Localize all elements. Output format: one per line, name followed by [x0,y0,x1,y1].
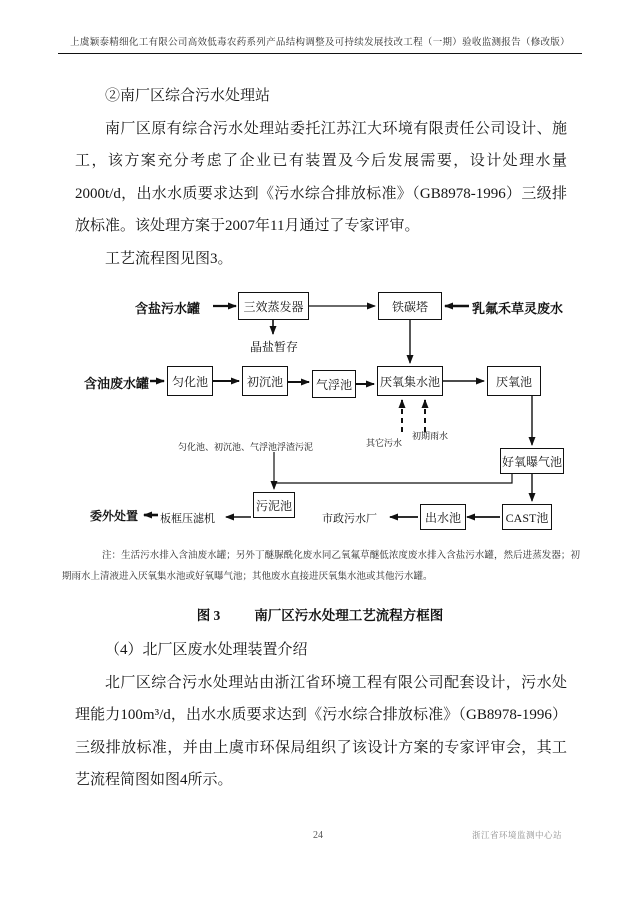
node-equalization-pool: 匀化池 [167,366,213,396]
label-other-sewage: 其它污水 [366,438,403,448]
node-evaporator: 三效蒸发器 [238,292,309,320]
node-anaerobic-pool: 厌氧池 [487,366,541,396]
page-header: 上虞颖泰精细化工有限公司高效低毒农药系列产品结构调整及可持续发展技改工程（一期）验收监测报告（修改版） [58,34,582,54]
section-north-plant [75,634,567,797]
figure-title: 南厂区污水处理工艺流程方框图 [254,608,444,623]
label-salt-water-tank: 含盐污水罐 [135,301,201,316]
label-initial-rainwater: 初期雨水 [412,431,449,441]
footer-organization: 浙江省环境监测中心站 [471,830,562,840]
node-anaerobic-collecting-pool: 厌氧集水池 [377,366,443,396]
node-sludge-pool: 污泥池 [253,492,295,518]
section-south-plant [75,80,567,275]
paragraph: 南厂区原有综合污水处理站委托江苏江大环境有限责任公司设计、施工，该方案充分考虑了企业已有装置及今后发展需要，设计处理水量2000t/d，出水水质要求达到《污水综合排放标准》（GB8978-1996）三级排放标准。该处理方案于2007年11月通过了专家评审。 [75,120,567,234]
node-effluent-pool: 出水池 [420,504,466,530]
section-heading: ②南厂区综合污水处理站 [105,88,271,104]
node-primary-sedimentation-pool: 初沉池 [242,366,288,396]
figure-note: 注：生活污水排入含油废水罐；另外丁醚脲酰化废水同乙氧氟草醚低浓度废水排入含盐污水罐，然后进蒸发器；初期雨水上清液进入厌氧集水池或好氧曝气池；其他废水直接进厌氧集水池或其他污水罐。 [62,551,580,582]
figure-caption [60,604,580,624]
node-aerobic-aeration-pool: 好氧曝气池 [500,448,564,474]
node-cast-pool: CAST池 [502,504,552,530]
node-iron-carbon-tower: 铁碳塔 [378,292,442,320]
paragraph: 北厂区综合污水处理站由浙江省环境工程有限公司配套设计，污水处理能力100m³/d，出水水质要求达到《污水综合排放标准》（GB8978-1996）三级排放标准，并由上虞市环保局组织了该设计方案的专家评审会，其工艺流程简图如图4所示。 [75,674,567,788]
process-flow-diagram [60,282,600,550]
label-oily-water-tank: 含油废水罐 [84,376,150,391]
figure-number: 图 3 [196,608,221,623]
page-number: 24 [313,830,323,841]
node-air-flotation-pool: 气浮池 [312,370,356,398]
label-municipal-plant: 市政污水厂 [322,513,377,525]
label-filter-press: 板框压滤机 [160,513,215,525]
label-sludge-sources: 匀化池、初沉池、气浮池浮渣污泥 [178,442,314,452]
paragraph: 工艺流程图见图3。 [105,250,233,267]
label-external-disposal: 委外处置 [90,509,139,523]
section-heading: （4）北厂区废水处理装置介绍 [105,642,308,658]
label-lactofen-wastewater: 乳氟禾草灵废水 [472,301,564,316]
label-crystal-salt-storage: 晶盐暂存 [250,340,299,354]
